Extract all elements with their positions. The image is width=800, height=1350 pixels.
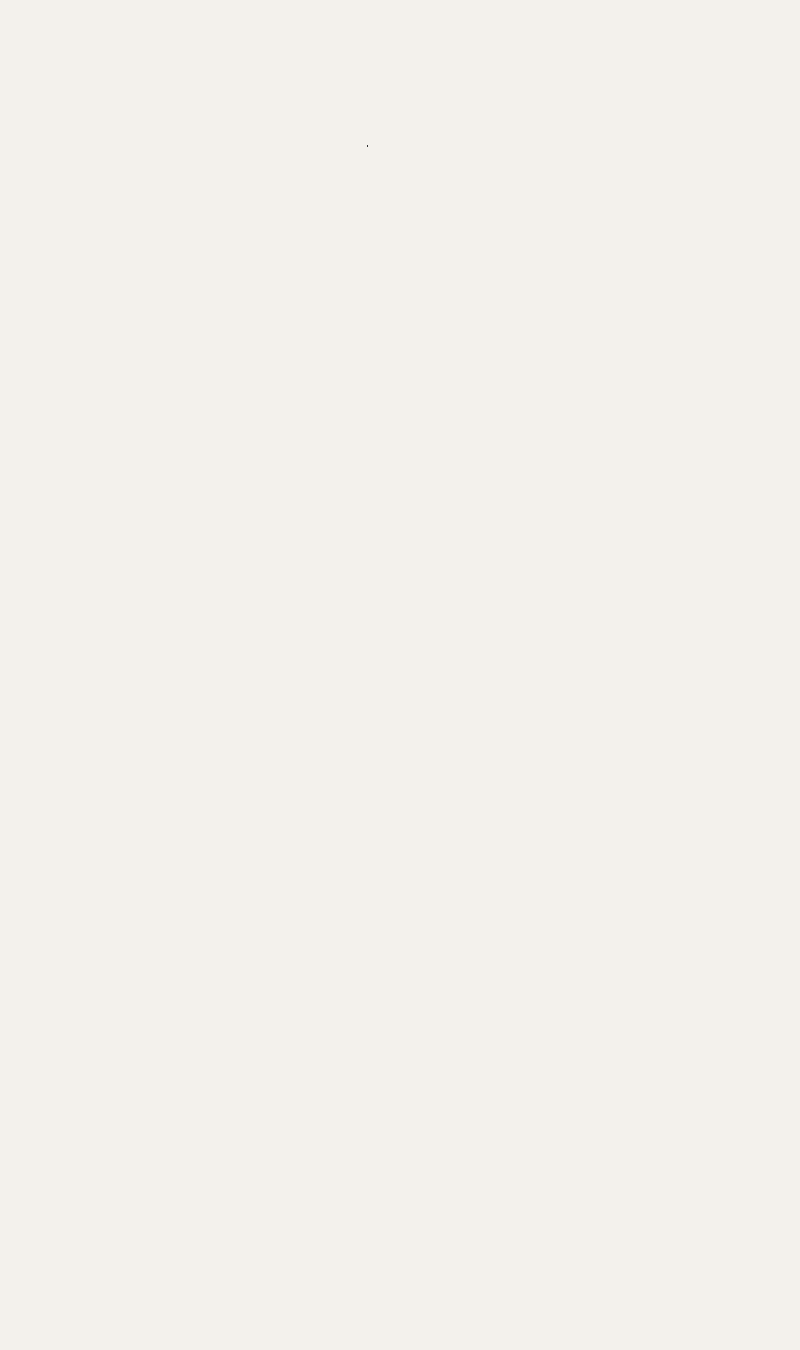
- book-list: [67, 123, 733, 187]
- local-left-column: [67, 145, 368, 147]
- local-series: [67, 145, 733, 147]
- local-columns: [67, 145, 733, 147]
- local-right-column: [368, 145, 396, 147]
